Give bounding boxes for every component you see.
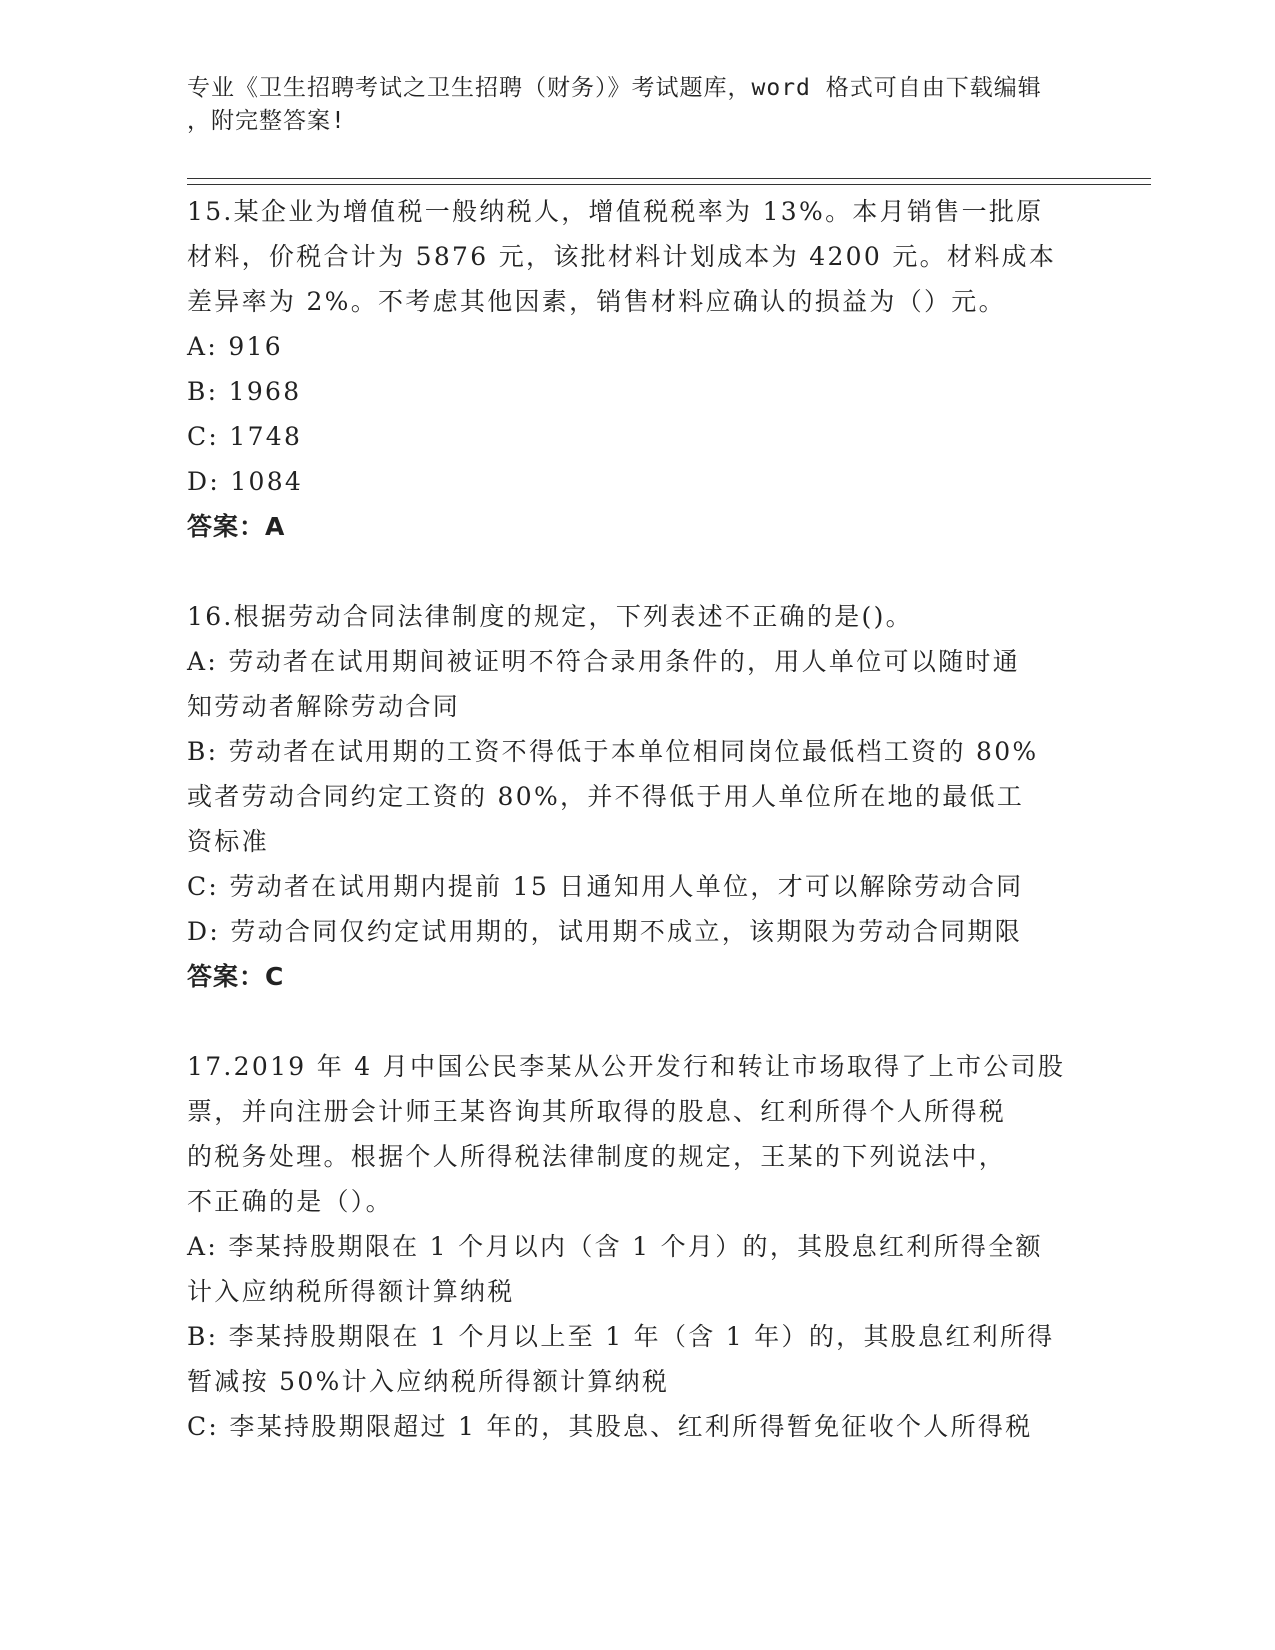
option-a: A: 李某持股期限在 1 个月以内（含 1 个月）的，其股息红利所得全额 [187,1232,1043,1261]
option-b-continued: 资标准 [187,827,269,856]
option-c: C: 1748 [187,422,303,451]
question-spacer [187,999,1087,1044]
question-stem-line: 16.根据劳动合同法律制度的规定，下列表述不正确的是()。 [187,602,913,631]
answer-label: 答案：A [187,512,286,541]
header-line-2: ，附完整答案! [187,108,346,134]
document-header [187,72,1077,138]
question-17 [187,1044,1087,1449]
header-line-1: 专业《卫生招聘考试之卫生招聘（财务）》考试题库，word 格式可自由下载编辑 [187,75,1042,101]
question-stem-line: 17.2019 年 4 月中国公民李某从公开发行和转让市场取得了上市公司股 [187,1052,1066,1081]
answer-label: 答案：C [187,962,285,991]
option-d: D: 1084 [187,467,304,496]
option-c: C: 李某持股期限超过 1 年的，其股息、红利所得暂免征收个人所得税 [187,1412,1033,1441]
option-b-continued: 或者劳动合同约定工资的 80%，并不得低于用人单位所在地的最低工 [187,782,1025,811]
question-stem-line: 票，并向注册会计师王某咨询其所取得的股息、红利所得个人所得税 [187,1097,1007,1126]
question-15 [187,189,1087,549]
option-b-continued: 暂减按 50%计入应纳税所得额计算纳税 [187,1367,670,1396]
option-c: C: 劳动者在试用期内提前 15 日通知用人单位，才可以解除劳动合同 [187,872,1024,901]
option-d: D: 劳动合同仅约定试用期的，试用期不成立，该期限为劳动合同期限 [187,917,1023,946]
option-b: B: 1968 [187,377,302,406]
question-stem-line: 15.某企业为增值税一般纳税人，增值税税率为 13%。本月销售一批原 [187,197,1044,226]
question-list [187,189,1087,1449]
header-divider-bottom [187,184,1151,185]
option-b: B: 劳动者在试用期的工资不得低于本单位相同岗位最低档工资的 80% [187,737,1039,766]
option-a-continued: 知劳动者解除劳动合同 [187,692,461,721]
question-16 [187,594,1087,999]
question-stem-line: 不正确的是（）。 [187,1187,393,1216]
question-stem-line: 的税务处理。根据个人所得税法律制度的规定，王某的下列说法中， [187,1142,1007,1171]
option-a: A: 劳动者在试用期间被证明不符合录用条件的，用人单位可以随时通 [187,647,1021,676]
option-a-continued: 计入应纳税所得额计算纳税 [187,1277,515,1306]
option-b: B: 李某持股期限在 1 个月以上至 1 年（含 1 年）的，其股息红利所得 [187,1322,1055,1351]
question-stem-line: 材料，价税合计为 5876 元，该批材料计划成本为 4200 元。材料成本 [187,242,1057,271]
question-spacer [187,549,1087,594]
header-divider-top [187,178,1151,179]
option-a: A: 916 [187,332,283,361]
question-stem-line: 差异率为 2%。不考虑其他因素，销售材料应确认的损益为（）元。 [187,287,1006,316]
